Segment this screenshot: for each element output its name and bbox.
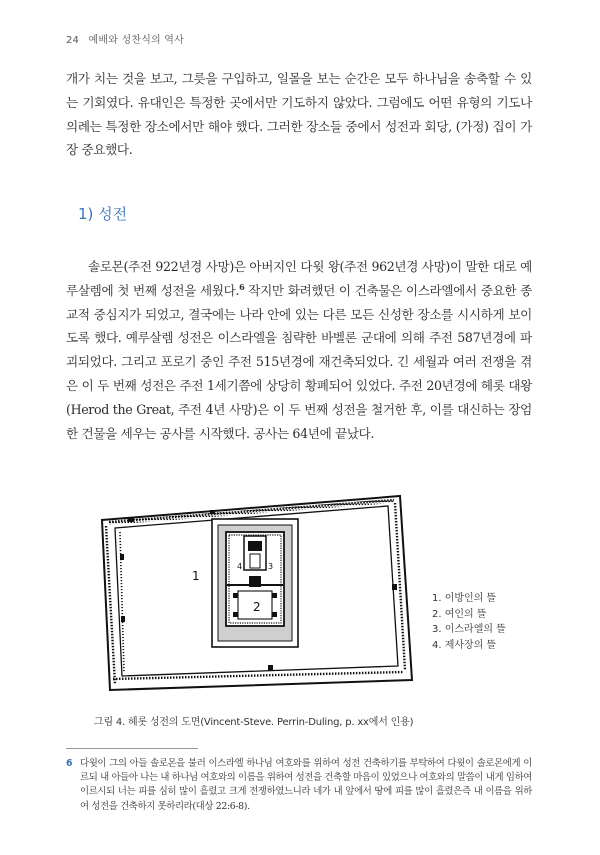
footnote-divider [66, 748, 198, 749]
legend-item: 1. 이방인의 뜰 [432, 593, 497, 604]
footnote [66, 757, 532, 814]
running-title: 예배와 성찬식의 역사 [88, 35, 185, 46]
plan-label-court-priests: 4 [237, 562, 243, 571]
legend-item: 2. 여인의 뜰 [432, 608, 487, 620]
section-heading: 1) 성전 [78, 205, 128, 223]
inner-enclosure [212, 519, 298, 647]
paragraph-text-after-note: 작지만 화려했던 이 건축물은 이스라엘에서 중요한 종교적 중심지가 되었고, 결국에는 나라 안에 있는 다른 모든 신성한 장소를 시시하게 보이도록 했다. 예루살렘 성전은 이스라엘을 침략한 바벨론 군대에 의해 주전 587년경에 파괴되었다. 그리고 포로기 중인 주전 515년경에 재건축되었다. 긴 세월과 여러 전쟁을 겪은 이 두 번째 성전은 주전 1세기쯤에 상당히 황폐되어 있었다. 주전 20년경에 헤롯 대왕(Herod the Great, 주전 4년 사망)은 이 두 번째 성전을 철거한 후, 이를 대신하는 장엄한 건물을 세우는 공사를 시작했다. 공사는 64년에 끝났다. [66, 282, 533, 441]
body-paragraph-1: 개가 치는 것을 보고, 그릇을 구입하고, 일몰을 보는 순간은 모두 하나님을 송축할 수 있는 기회였다. 유대인은 특정한 곳에서만 기도하지 않았다. 그럼에도 어떤 유형의 기도나 의례는 특정한 장소에서만 해야 했다. 그러한 장소들 중에서 성전과 회당, (가정) 집이 가장 중요했다. [66, 71, 532, 158]
legend-item: 3. 이스라엘의 뜰 [432, 624, 506, 635]
temple-floor-plan [100, 494, 414, 692]
body-paragraph-2 [66, 255, 532, 445]
figure-caption: 그림 4. 헤롯 성전의 도면(Vincent-Steve. Perrin-Duling, p. xx에서 인용) [94, 717, 414, 728]
running-header [66, 31, 184, 46]
figure-legend [432, 591, 506, 653]
legend-item: 4. 제사장의 뜰 [432, 639, 497, 651]
page-number: 24 [66, 35, 80, 46]
plan-label-court-gentiles: 1 [192, 569, 200, 583]
plan-label-court-israel: 3 [268, 562, 274, 571]
plan-label-court-women: 2 [253, 600, 261, 614]
footnote-text: 다윗이 그의 아들 솔로몬을 불러 이스라엘 하나님 여호와를 위하여 성전 건축하기를 부탁하여 다윗이 솔로몬에게 이르되 내 아들아 나는 내 하나님 여호와의 이름을 위하여 성전을 건축할 마음이 있었으나 여호와의 말씀이 내게 임하여 이르시되 너는 피를 심히 많이 흘렸고 크게 전쟁하였느니라 네가 내 앞에서 땅에 피를 많이 흘렸은즉 내 이름을 위하여 성전을 건축하지 못하리라(대상 22:6-8). [80, 758, 532, 812]
footnote-reference: 6 [239, 281, 245, 292]
paragraph-text-before-note: 솔로몬(주전 922년경 사망)은 아버지인 다윗 왕(주전 962년경 사망)이 말한 대로 예루살렘에 첫 번째 성전을 세웠다. [66, 259, 532, 298]
footnote-number: 6 [66, 758, 73, 769]
